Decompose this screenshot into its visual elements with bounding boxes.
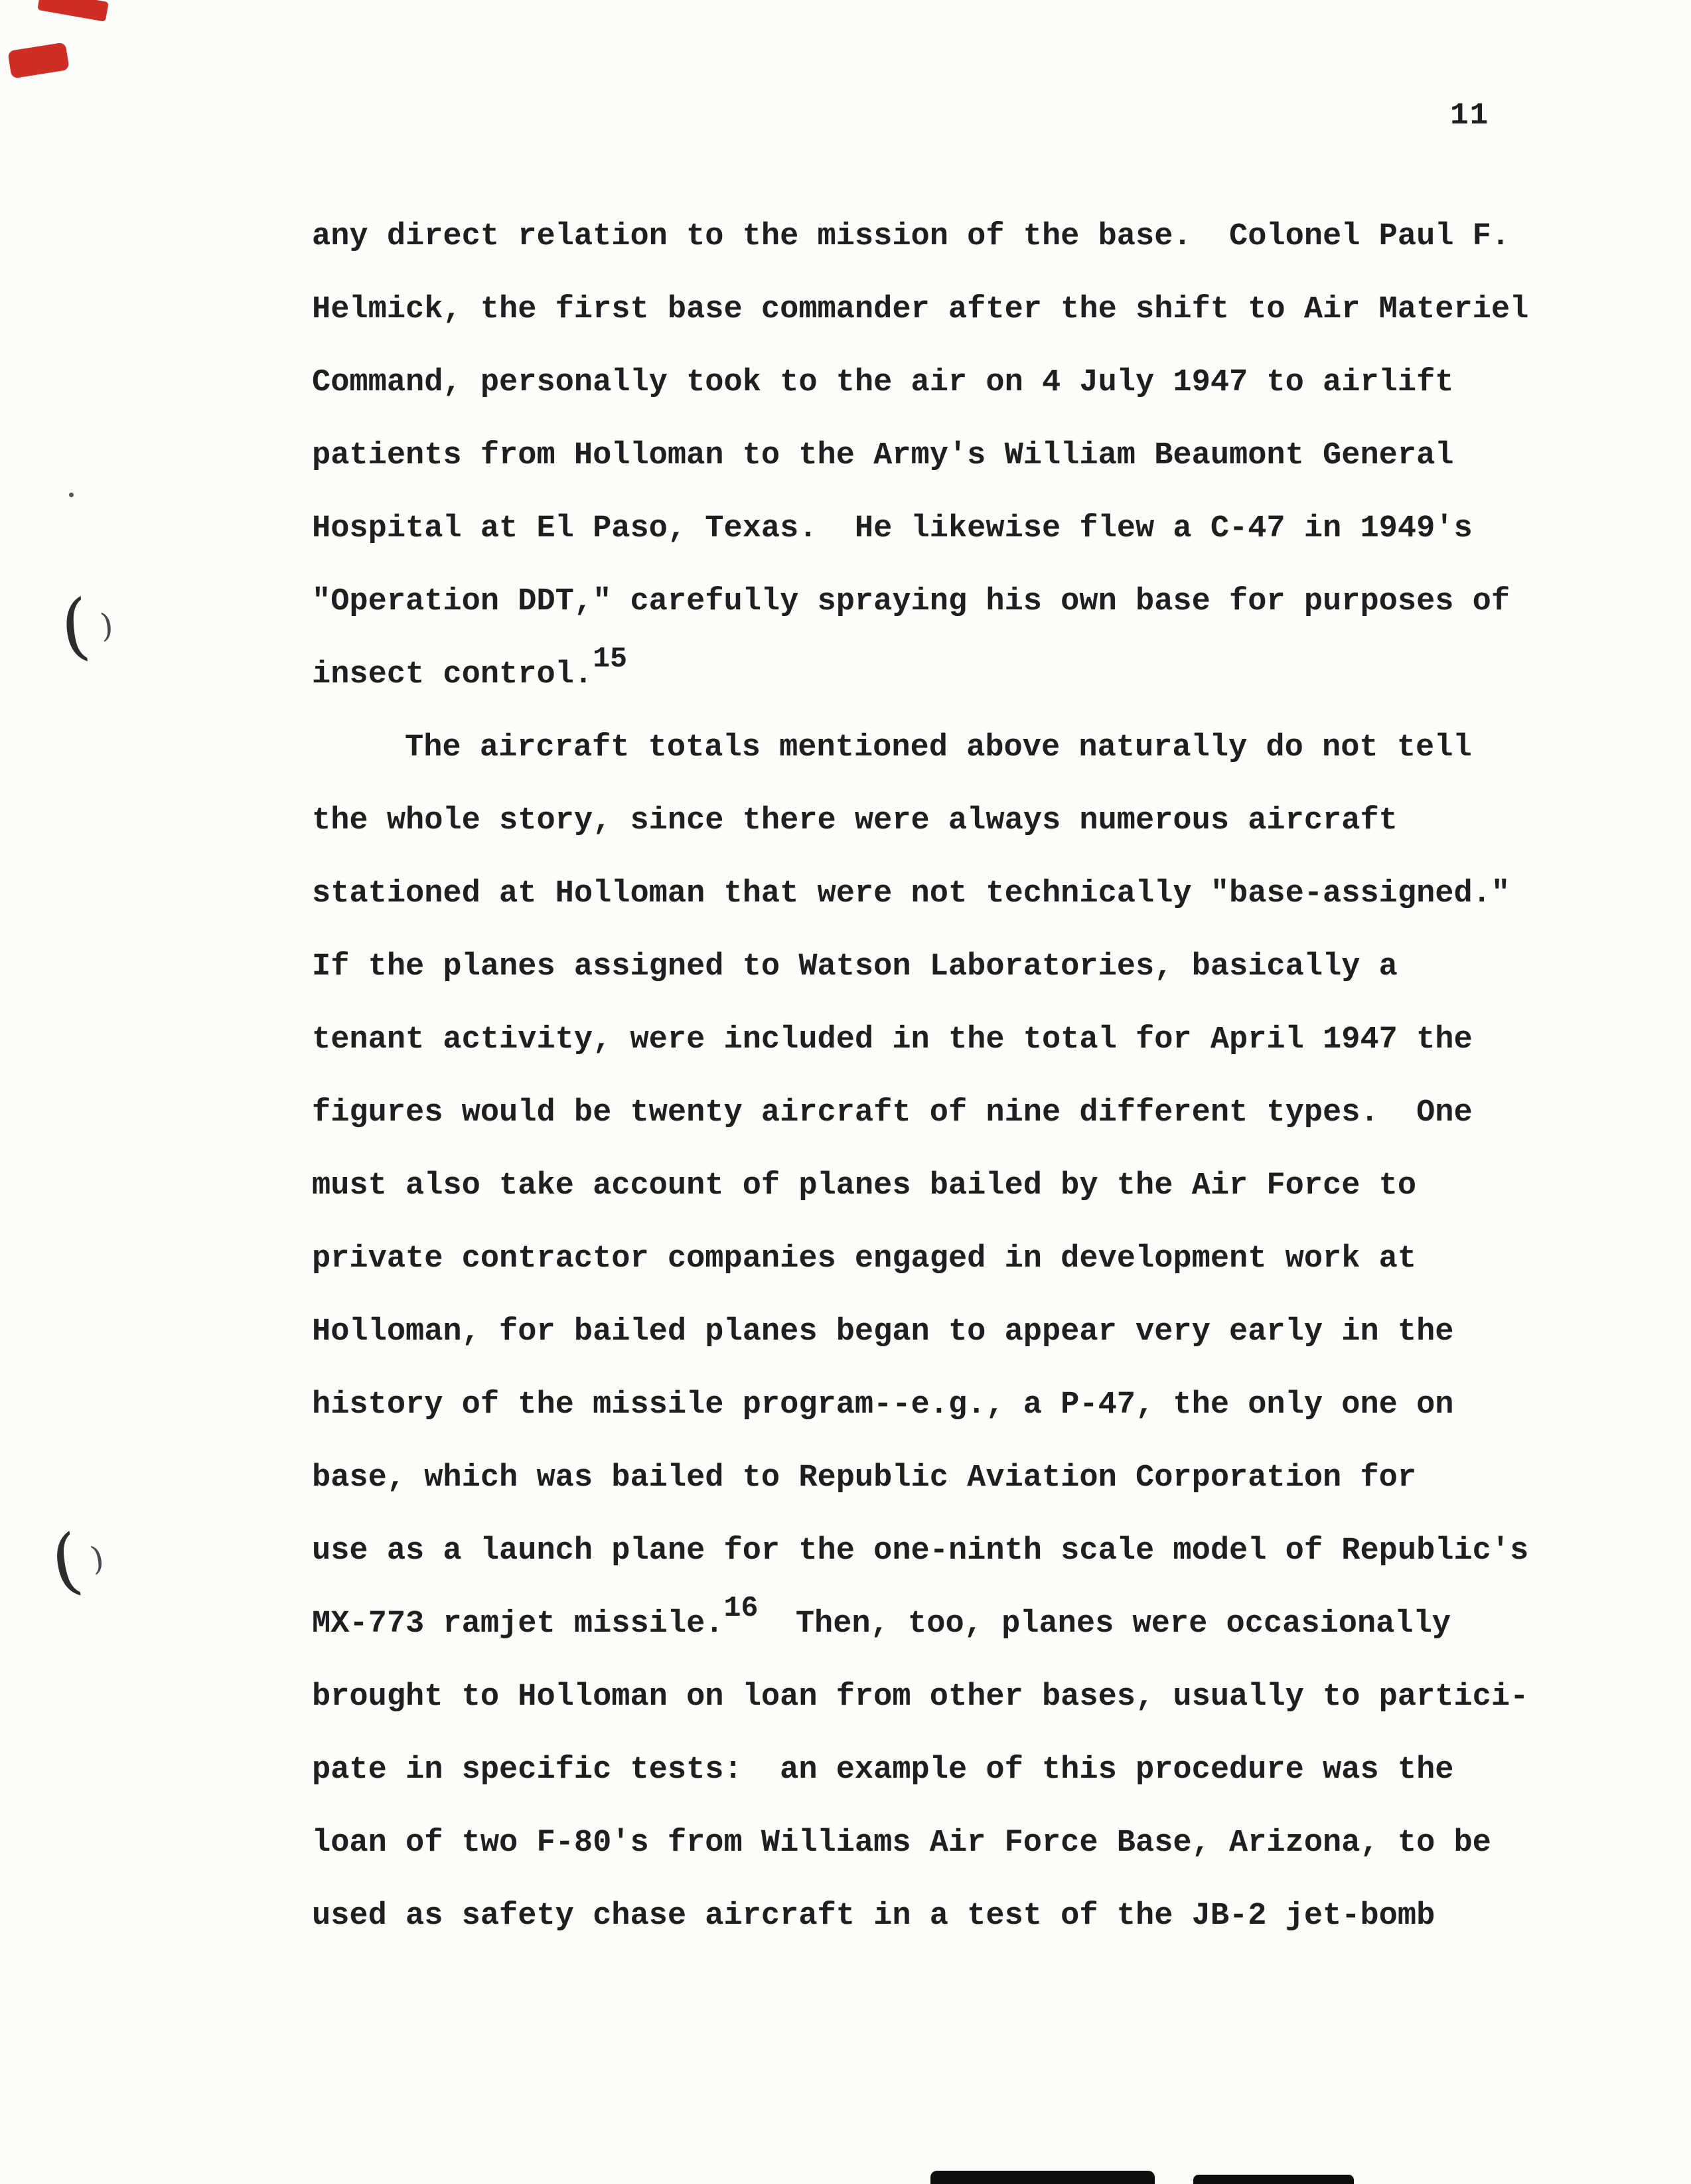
text-line	[312, 785, 1573, 858]
text-line	[312, 639, 1573, 712]
text-line	[312, 1661, 1573, 1734]
text-line	[312, 1223, 1573, 1296]
text-segment: tenant activity, were included in the total for April 1947 the	[312, 1022, 1473, 1057]
red-edge-mark	[7, 42, 69, 78]
red-edge-mark	[37, 0, 109, 22]
text-segment: use as a launch plane for the one-ninth scale model of Republic's	[312, 1533, 1529, 1569]
text-line	[312, 1588, 1573, 1661]
text-segment: history of the missile program--e.g., a P-47, the only one on	[312, 1387, 1454, 1423]
text-segment: MX-773 ramjet missile.	[312, 1606, 724, 1642]
pen-mark-tick: )	[88, 1539, 107, 1579]
text-line	[312, 493, 1573, 566]
text-segment: If the planes assigned to Watson Laboratories, basically a	[312, 949, 1398, 984]
text-segment: Holloman, for bailed planes began to appear very early in the	[312, 1314, 1454, 1350]
text-segment: patients from Holloman to the Army's William Beaumont General	[312, 438, 1454, 473]
text-line	[312, 566, 1573, 639]
text-line	[312, 347, 1573, 420]
pen-mark-tick: )	[98, 607, 115, 645]
text-line	[312, 1442, 1573, 1515]
pen-mark	[56, 584, 115, 670]
text-line	[312, 1369, 1573, 1442]
text-line	[312, 420, 1573, 493]
text-segment: Command, personally took to the air on 4 July 1947 to airlift	[312, 365, 1454, 400]
text-line	[312, 858, 1573, 931]
text-segment: pate in specific tests: an example of this procedure was the	[312, 1753, 1454, 1788]
text-line	[312, 1734, 1573, 1807]
text-segment: Helmick, the first base commander after the shift to Air Materiel	[312, 292, 1529, 327]
footnote-ref: 15	[593, 643, 627, 676]
scan-speck	[69, 493, 74, 497]
pen-mark-glyph: (	[56, 584, 94, 670]
text-line	[312, 1004, 1573, 1077]
text-line	[312, 1880, 1573, 1953]
page-number: 11	[1450, 98, 1490, 133]
pen-mark	[44, 1518, 107, 1606]
text-segment: The aircraft totals mentioned above naturally do not tell	[405, 730, 1472, 765]
text-segment: brought to Holloman on loan from other bases, usually to partici-	[312, 1679, 1529, 1715]
text-segment: stationed at Holloman that were not technically "base-assigned."	[312, 876, 1510, 911]
text-segment: any direct relation to the mission of the base. Colonel Paul F.	[312, 219, 1510, 254]
document-body	[312, 200, 1573, 1953]
text-segment: Then, too, planes were occasionally	[758, 1606, 1451, 1642]
text-segment: figures would be twenty aircraft of nine different types. One	[312, 1095, 1473, 1131]
text-line	[312, 1515, 1573, 1588]
text-segment: the whole story, since there were always numerous aircraft	[312, 803, 1398, 838]
footnote-ref: 16	[723, 1592, 759, 1625]
text-line	[312, 1807, 1573, 1880]
text-line	[312, 712, 1573, 785]
text-segment: insect control.	[312, 657, 593, 692]
text-segment: must also take account of planes bailed by the Air Force to	[312, 1168, 1417, 1204]
text-line	[312, 1077, 1573, 1150]
text-segment: "Operation DDT," carefully spraying his own base for purposes of	[312, 584, 1510, 619]
scan-edge-mark	[1193, 2175, 1354, 2184]
scan-edge-mark	[930, 2171, 1155, 2184]
text-line	[312, 1296, 1573, 1369]
text-line	[312, 1150, 1573, 1223]
text-segment: private contractor companies engaged in development work at	[312, 1241, 1417, 1277]
text-segment: base, which was bailed to Republic Aviation Corporation for	[312, 1460, 1417, 1496]
text-segment: used as safety chase aircraft in a test of the JB-2 jet-bomb	[312, 1899, 1435, 1934]
text-segment: Hospital at El Paso, Texas. He likewise flew a C-47 in 1949's	[312, 511, 1473, 546]
text-line	[312, 200, 1573, 273]
text-segment: loan of two F-80's from Williams Air Force Base, Arizona, to be	[312, 1826, 1491, 1861]
pen-mark-glyph: (	[44, 1518, 87, 1606]
text-line	[312, 931, 1573, 1004]
text-line	[312, 273, 1573, 347]
